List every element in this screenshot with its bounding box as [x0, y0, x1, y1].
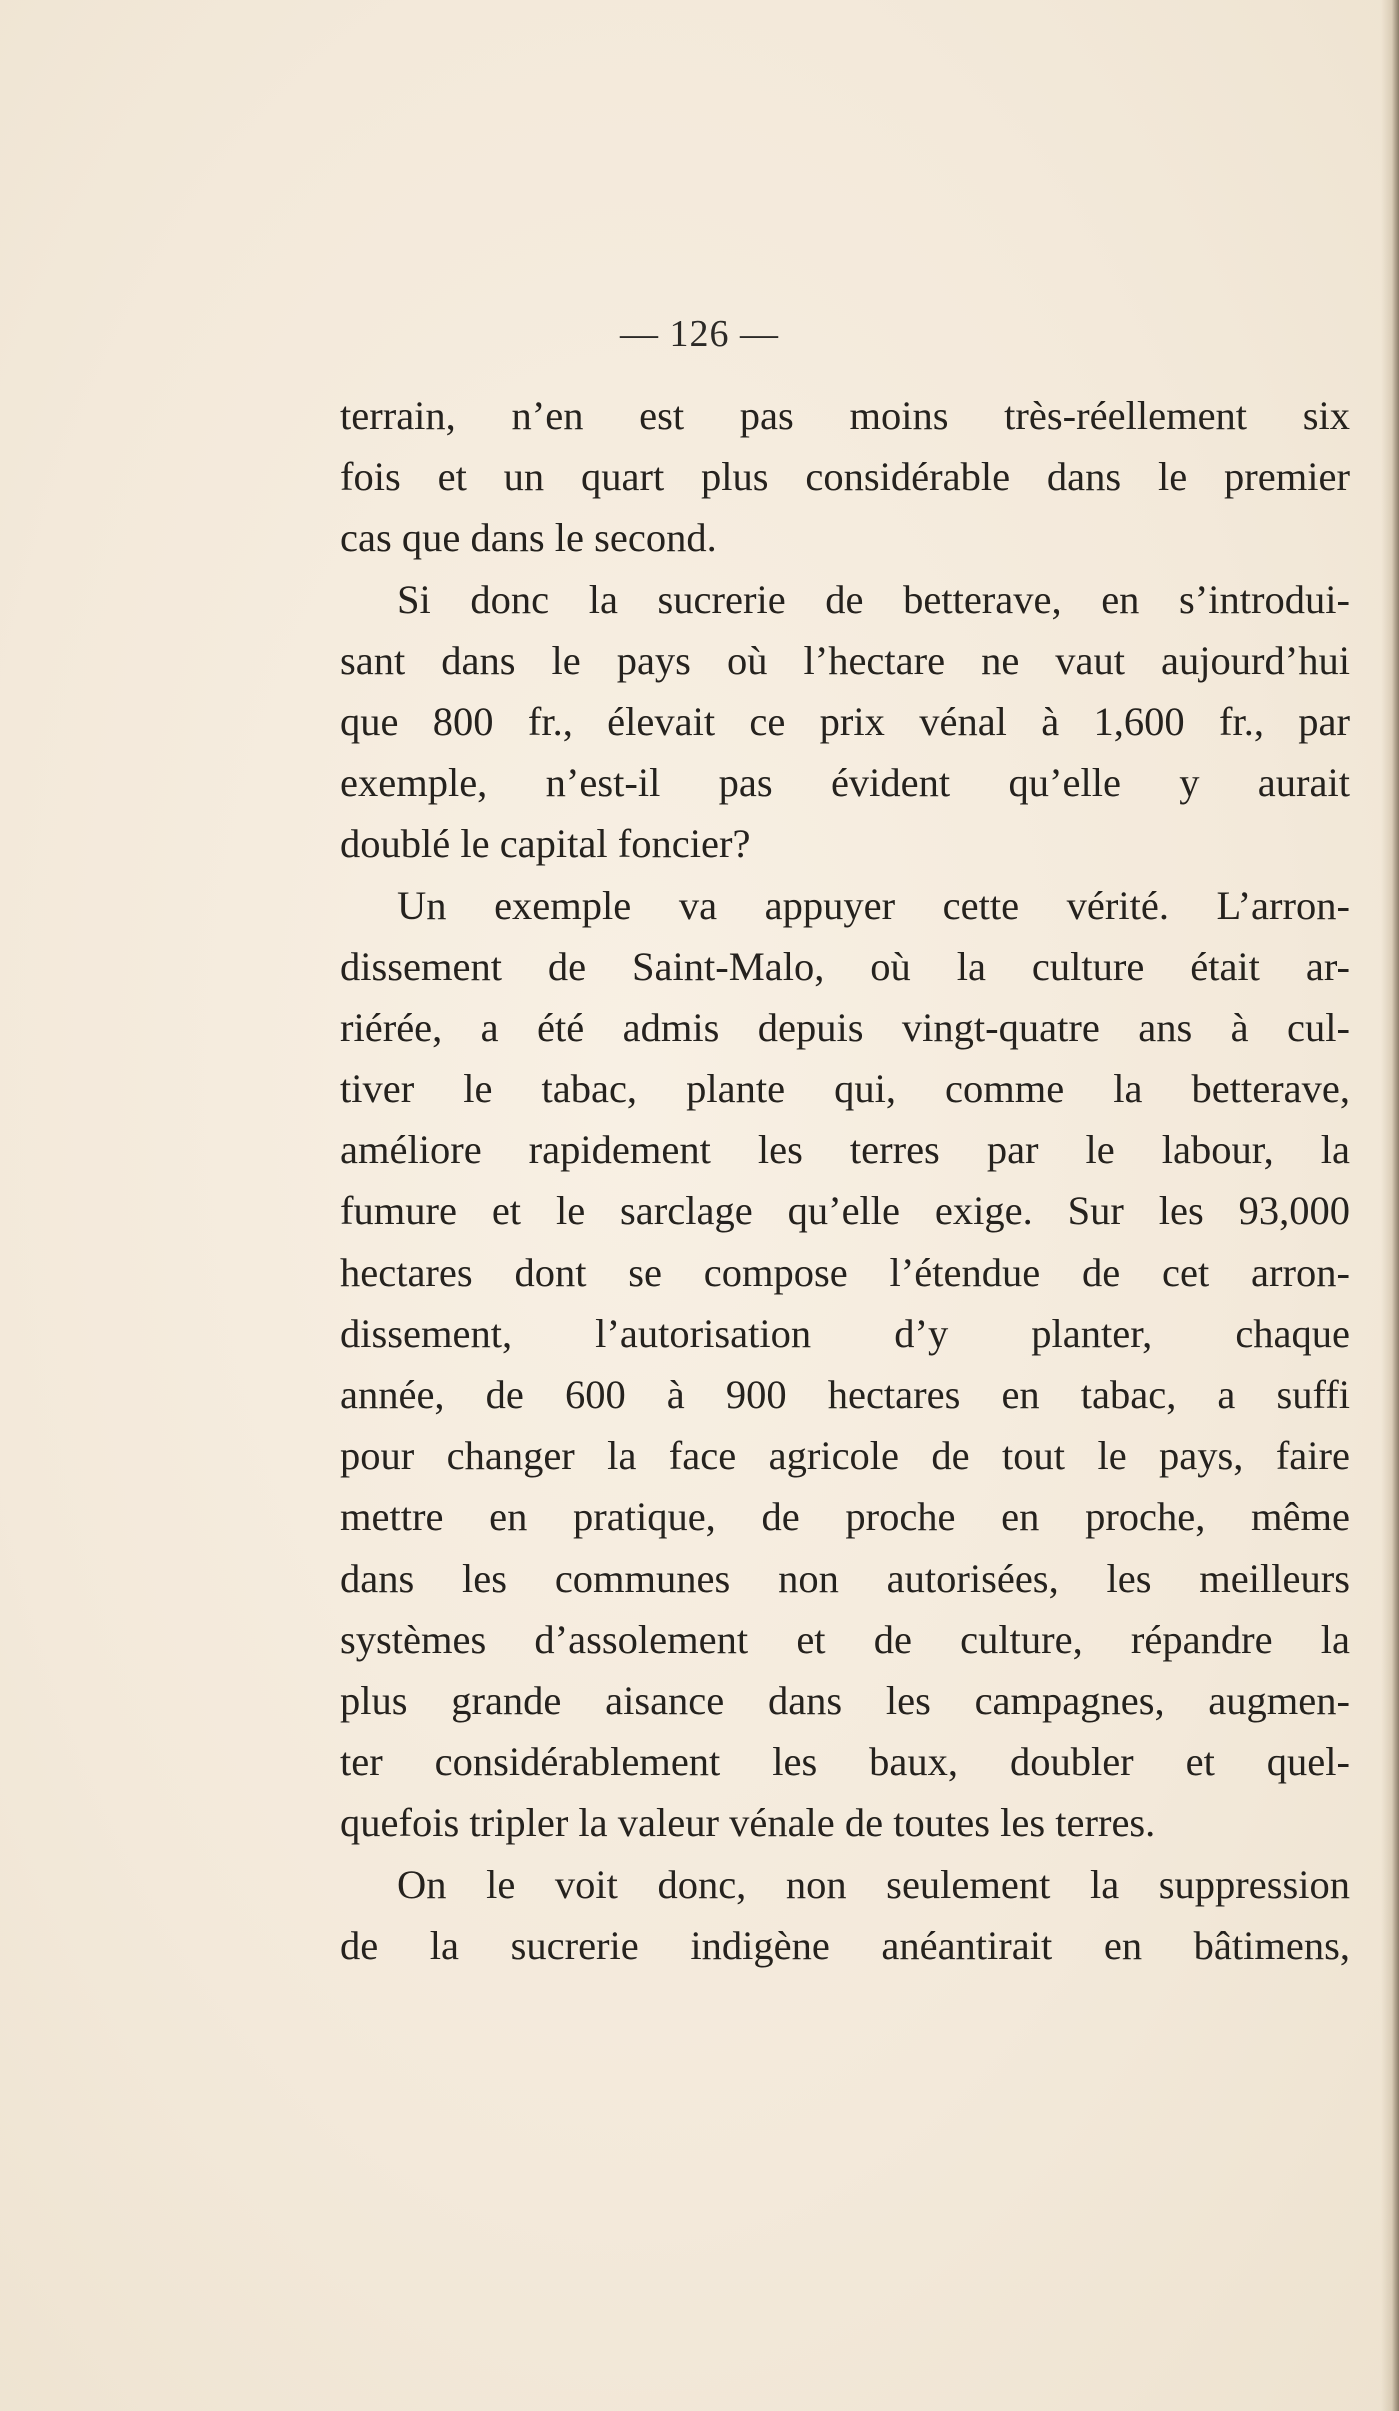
text-line: de la sucrerie indigène anéantirait en bâtimens,: [340, 1922, 1350, 1968]
text-line: ter considérablement les baux, doubler et quel-: [340, 1739, 1350, 1785]
text-line: année, de 600 à 900 hectares en tabac, a suffi: [340, 1372, 1350, 1417]
text-line: quefois tripler la valeur vénale de toutes les terres.: [340, 1800, 1156, 1846]
text-line: que 800 fr., élevait ce prix vénal à 1,600 fr., par: [340, 698, 1350, 744]
text-line: systèmes d’assolement et de culture, répandre la: [340, 1616, 1350, 1662]
text-line: exemple, n’est-il pas évident qu’elle y aurait: [340, 760, 1350, 806]
text-line: fois et un quart plus considérable dans le premier: [340, 454, 1350, 500]
text-line: dans les communes non autorisées, les meilleurs: [340, 1555, 1350, 1601]
text-line: cas que dans le second.: [340, 515, 717, 561]
text-line: dissement de Saint-Malo, où la culture était ar-: [340, 943, 1350, 989]
text-line: doublé le capital foncier?: [340, 821, 751, 867]
text-line: améliore rapidement les terres par le labour, la: [340, 1127, 1350, 1173]
text-line: Si donc la sucrerie de betterave, en s’introdui-: [397, 576, 1350, 622]
text-line: sant dans le pays où l’hectare ne vaut aujourd’hui: [340, 637, 1350, 683]
body-text: [340, 385, 1350, 1976]
text-line: hectares dont se compose l’étendue de cet arron-: [340, 1249, 1350, 1295]
text-line: plus grande aisance dans les campagnes, augmen-: [340, 1677, 1350, 1723]
text-line: mettre en pratique, de proche en proche, même: [340, 1494, 1350, 1540]
text-line: terrain, n’en est pas moins très-réellement six: [340, 393, 1350, 438]
text-line: tiver le tabac, plante qui, comme la betterave,: [340, 1066, 1350, 1112]
text-line: fumure et le sarclage qu’elle exige. Sur les 93,000: [340, 1188, 1350, 1234]
text-line: riérée, a été admis depuis vingt-quatre ans à cul-: [340, 1004, 1350, 1050]
text-line: Un exemple va appuyer cette vérité. L’arron-: [397, 882, 1350, 928]
page-edge-shadow: [1381, 0, 1399, 2411]
text-line: On le voit donc, non seulement la suppression: [397, 1861, 1350, 1907]
text-line: dissement, l’autorisation d’y planter, chaque: [340, 1310, 1350, 1356]
text-line: pour changer la face agricole de tout le pays, faire: [340, 1433, 1350, 1479]
page-number: — 126 —: [620, 313, 779, 355]
